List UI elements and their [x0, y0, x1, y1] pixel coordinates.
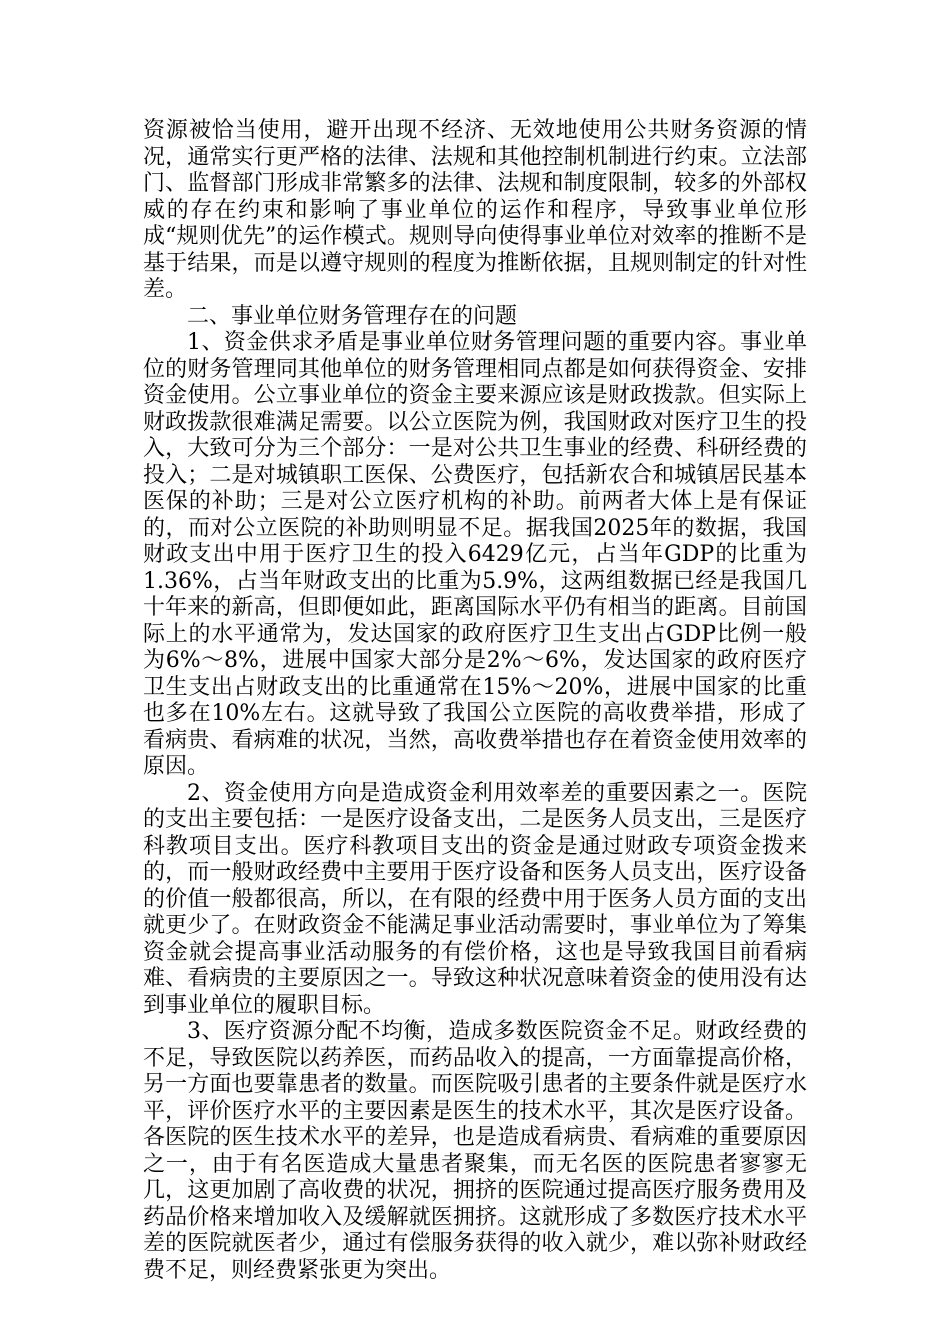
paragraph-funding-conflict: 1、资金供求矛盾是事业单位财务管理问题的重要内容。事业单位的财务管理同其他单位的财务管理相同点都是如何获得资金、安排资金使用。公立事业单位的资金主要来源应该是财政拨款。但实际上财政拨款很难满足需要。以公立医院为例，我国财政对医疗卫生的投入，大致可分为三个部分：一是对公共卫生事业的经费、科研经费的投入；二是对城镇职工医保、公费医疗，包括新农合和城镇居民基本医保的补助；三是对公立医疗机构的补助。前两者大体上是有保证的，而对公立医院的补助则明显不足。据我国2025年的数据，我国财政支出中用于医疗卫生的投入6429亿元，占当年GDP的比重为1.36%，占当年财政支出的比重为5.9%，这两组数据已经是我国几十年来的新高，但即便如此，距离国际水平仍有相当的距离。目前国际上的水平通常为，发达国家的政府医疗卫生支出占GDP比例一般为6%～8%，进展中国家大部分是2%～6%，发达国家的政府医疗卫生支出占财政支出的比重通常在15%～20%，进展中国家的比重也多在10%左右。这就导致了我国公立医院的高收费举措，形成了看病贵、看病难的状况，当然，高收费举措也存在着资金使用效率的原因。 [143, 330, 807, 779]
paragraph-continuation: 资源被恰当使用，避开出现不经济、无效地使用公共财务资源的情况，通常实行更严格的法律、法规和其他控制机制进行约束。立法部门、监督部门形成非常繁多的法律、法规和制度限制，较多的外部权威的存在约束和影响了事业单位的运作和程序，导致事业单位形成“规则优先”的运作模式。规则导向使得事业单位对效率的推断不是基于结果，而是以遵守规则的程度为推断依据，且规则制定的针对性差。 [143, 118, 807, 302]
paragraph-resource-allocation: 3、医疗资源分配不均衡，造成多数医院资金不足。财政经费的不足，导致医院以药养医，而药品收入的提高，一方面靠提高价格，另一方面也要靠患者的数量。而医院吸引患者的主要条件就是医疗水平，评价医疗水平的主要因素是医生的技术水平，其次是医疗设备。各医院的医生技术水平的差异，也是造成看病贵、看病难的重要原因之一，由于有名医造成大量患者聚集，而无名医的医院患者寥寥无几，这更加剧了高收费的状况，拥挤的医院通过提高医疗服务费用及药品价格来增加收入及缓解就医拥挤。这就形成了多数医疗技术水平差的医院就医者少，通过有偿服务获得的收入就少，难以弥补财政经费不足，则经费紧张更为突出。 [143, 1019, 807, 1283]
document-body [143, 118, 807, 1284]
section-heading: 二、事业单位财务管理存在的问题 [187, 303, 518, 329]
paragraph-funding-usage: 2、资金使用方向是造成资金利用效率差的重要因素之一。医院的支出主要包括：一是医疗设备支出，二是医务人员支出，三是医疗科教项目支出。医疗科教项目支出的资金是通过财政专项资金拨来的，而一般财政经费中主要用于医疗设备和医务人员支出，医疗设备的价值一般都很高，所以，在有限的经费中用于医务人员方面的支出就更少了。在财政资金不能满足事业活动需要时，事业单位为了筹集资金就会提高事业活动服务的有偿价格，这也是导致我国目前看病难、看病贵的主要原因之一。导致这种状况意味着资金的使用没有达到事业单位的履职目标。 [143, 780, 807, 1018]
